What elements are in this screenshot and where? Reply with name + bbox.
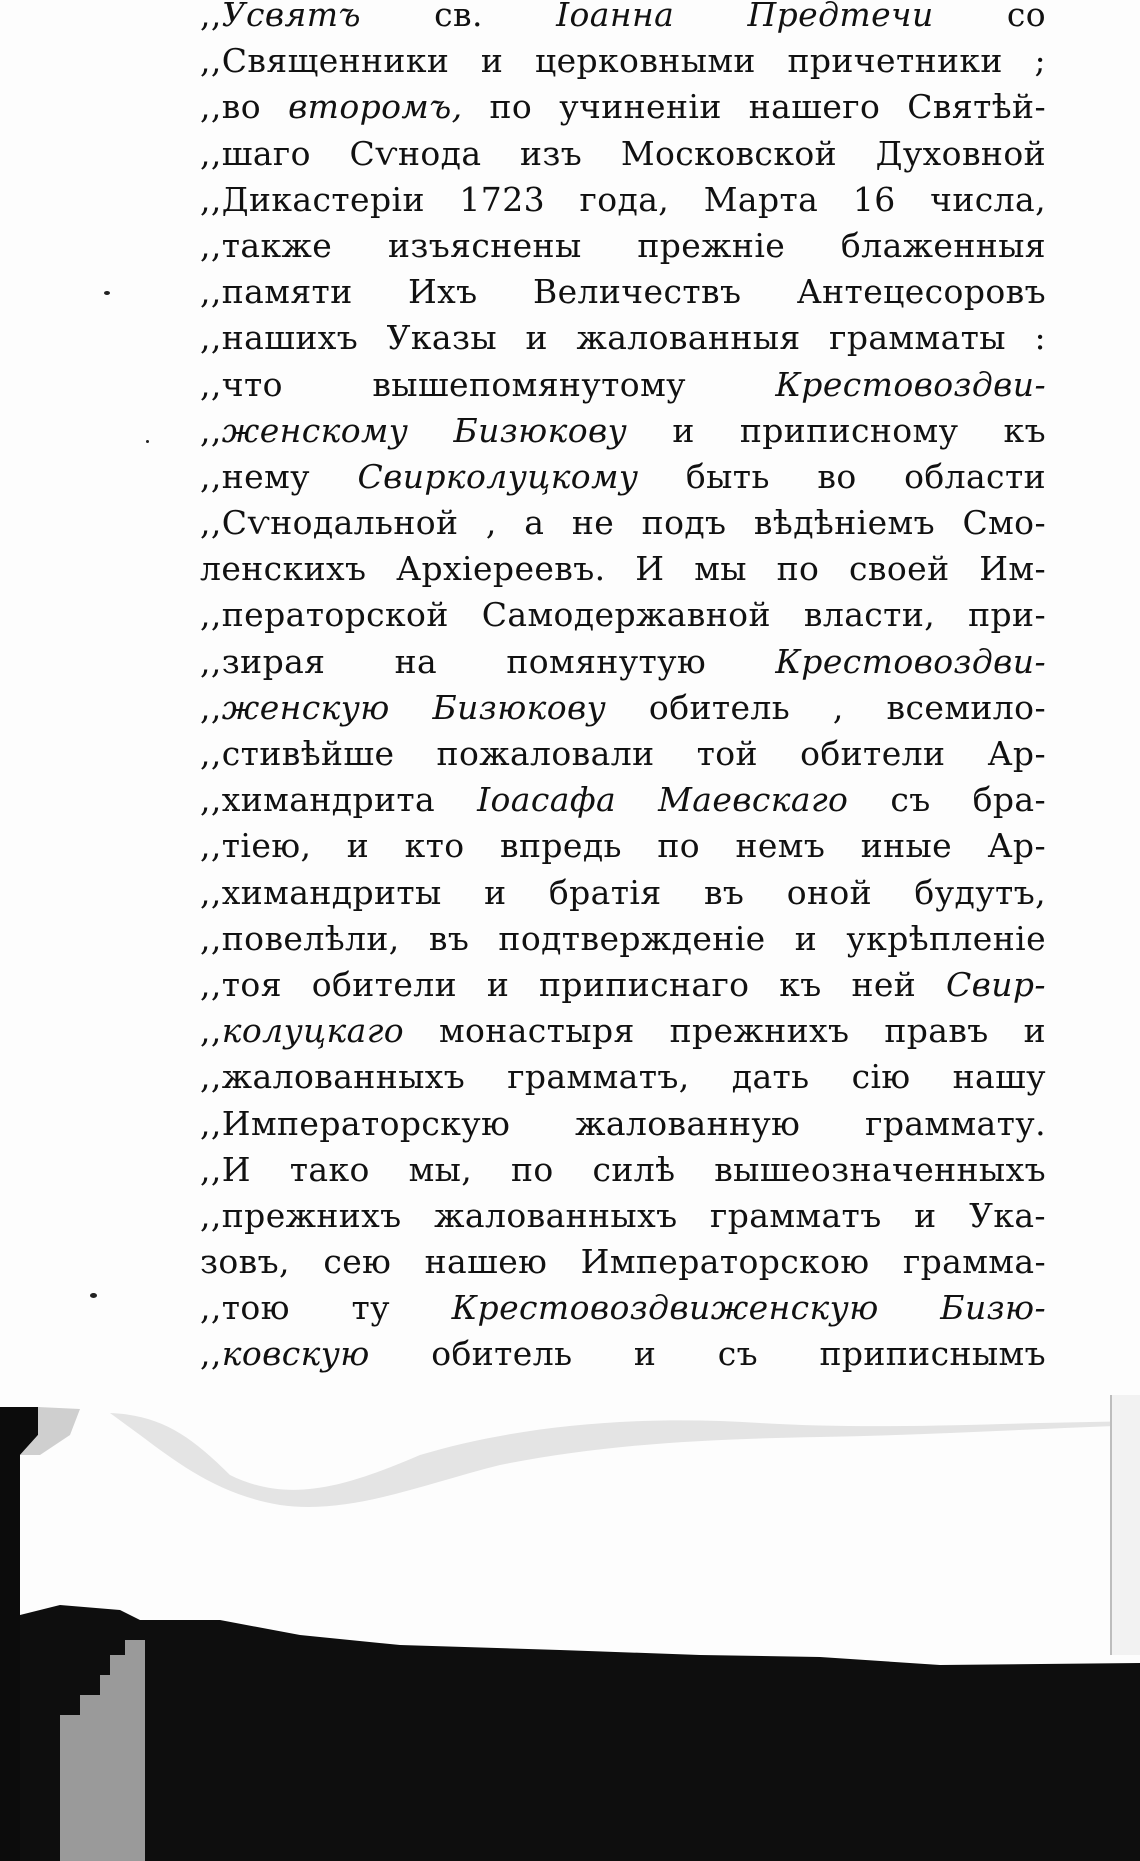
text-segment: св. — [360, 0, 557, 34]
text-segment: ,,тою ту — [200, 1288, 452, 1328]
text-line — [200, 131, 1046, 177]
text-segment: обитель и съ приписнымъ — [369, 1334, 1046, 1374]
text-segment: и приписному къ — [627, 410, 1046, 450]
text-segment: ,,также изъяснены прежніе блаженныя — [200, 225, 1046, 265]
text-line — [200, 0, 1046, 38]
text-line — [200, 1147, 1046, 1193]
text-segment: обитель , всемило- — [606, 687, 1046, 727]
text-segment: ,,тіею, и кто впредь по немъ иные Ар- — [200, 826, 1046, 866]
text-line — [200, 1054, 1046, 1100]
text-segment: зовъ, сею нашею Императорскою грамма- — [200, 1242, 1046, 1282]
text-segment: ,,Священники и церковными причетники ; — [200, 41, 1046, 81]
text-segment: ,,химандрита — [200, 780, 478, 820]
text-segment: ,,тоя обители и приписнаго къ ней — [200, 964, 946, 1004]
italic-segment: Крестовоздви- — [775, 641, 1046, 681]
text-line — [200, 870, 1046, 916]
text-segment: быть во области — [638, 456, 1046, 496]
text-segment: ленскихъ Архіереевъ. И мы по своей Им- — [200, 549, 1046, 589]
text-segment: ,,во — [200, 87, 289, 127]
text-line — [200, 38, 1046, 84]
text-segment: ,,прежнихъ жалованныхъ грамматъ и Ука- — [200, 1195, 1046, 1235]
italic-segment: женскому Бизюкову — [221, 410, 628, 450]
text-segment: ,, — [200, 410, 222, 450]
text-segment: ,,Императорскую жалованную граммату. — [200, 1103, 1046, 1143]
text-line — [200, 1285, 1046, 1331]
text-segment: ,,нашихъ Указы и жалованныя грамматы : — [200, 318, 1046, 358]
italic-segment: ковскую — [221, 1334, 370, 1374]
document-body — [200, 0, 1046, 1378]
text-line — [200, 500, 1046, 546]
text-line — [200, 916, 1046, 962]
text-line — [200, 362, 1046, 408]
margin-speck — [104, 291, 110, 295]
text-segment: ,,зирая на помянутую — [200, 641, 776, 681]
text-line — [200, 639, 1046, 685]
italic-segment: колуцкаго — [221, 1011, 405, 1051]
margin-speck — [146, 440, 149, 443]
italic-segment: Свирколуцкому — [357, 456, 639, 496]
text-segment: по учиненіи нашего Святѣй- — [462, 87, 1046, 127]
text-segment: ,,Сѵнодальной , а не подъ вѣдѣніемъ Смо- — [200, 503, 1046, 543]
scan-right-edge-line — [1110, 1395, 1112, 1655]
scan-bottom-dark-area — [20, 1605, 1140, 1861]
text-segment: ,,стивѣйше пожаловали той обители Ар- — [200, 734, 1046, 773]
text-line — [200, 408, 1046, 454]
text-line — [200, 777, 1046, 823]
text-segment: ,,повелѣли, въ подтвержденіе и укрѣпленіе — [200, 918, 1046, 958]
text-line — [200, 1331, 1046, 1377]
text-line — [200, 546, 1046, 592]
text-line — [200, 84, 1046, 130]
italic-segment: Іоанна Предтечи — [556, 0, 934, 34]
text-segment: ,, — [200, 1011, 222, 1051]
text-line — [200, 962, 1046, 1008]
text-segment: ,,памяти Ихъ Величествъ Антецесоровъ — [200, 272, 1046, 312]
italic-segment: Усвятъ — [221, 0, 361, 34]
text-segment: со — [933, 0, 1046, 34]
text-line — [200, 731, 1046, 777]
text-line — [200, 1008, 1046, 1054]
text-line — [200, 454, 1046, 500]
text-segment: ,, — [200, 687, 222, 727]
italic-segment: Іоасафа Маевскаго — [477, 780, 849, 820]
text-line — [200, 685, 1046, 731]
scan-grey-wave — [110, 1413, 1140, 1507]
scan-right-edge — [1110, 1395, 1140, 1655]
italic-segment: женскую Бизюкову — [221, 687, 607, 727]
italic-segment: Крестовоздви- — [775, 364, 1046, 404]
text-segment: монастыря прежнихъ правъ и — [404, 1011, 1046, 1051]
text-line — [200, 223, 1046, 269]
text-segment: ,,жалованныхъ грамматъ, дать сію нашу — [200, 1057, 1046, 1097]
text-segment: ,, — [200, 0, 222, 34]
text-line — [200, 177, 1046, 223]
italic-segment: второмъ, — [288, 87, 463, 127]
text-segment: ,,что вышепомянутому — [200, 364, 776, 404]
text-segment: ,, — [200, 1334, 222, 1374]
text-segment: ,,шаго Сѵнода изъ Московской Духовной — [200, 133, 1046, 173]
text-segment: ,,нему — [200, 456, 358, 496]
italic-segment: Крестовоздвиженскую Бизю- — [451, 1288, 1046, 1328]
text-segment: ,,Дикастеріи 1723 года, Марта 16 числа, — [200, 179, 1046, 219]
text-line — [200, 823, 1046, 869]
text-line — [200, 1101, 1046, 1147]
text-line — [200, 269, 1046, 315]
text-segment: ,,ператорской Самодержавной власти, при- — [200, 595, 1046, 635]
text-segment: ,,химандриты и братія въ оной будутъ, — [200, 872, 1046, 912]
text-line — [200, 315, 1046, 361]
margin-speck — [90, 1293, 97, 1298]
text-segment: съ бра- — [848, 780, 1046, 820]
italic-segment: Свир- — [946, 964, 1046, 1004]
text-line — [200, 592, 1046, 638]
scan-edge-artifact — [0, 1395, 1140, 1861]
text-line — [200, 1239, 1046, 1285]
text-line — [200, 1193, 1046, 1239]
text-segment: ,,И тако мы, по силѣ вышеозначенныхъ — [200, 1149, 1046, 1189]
